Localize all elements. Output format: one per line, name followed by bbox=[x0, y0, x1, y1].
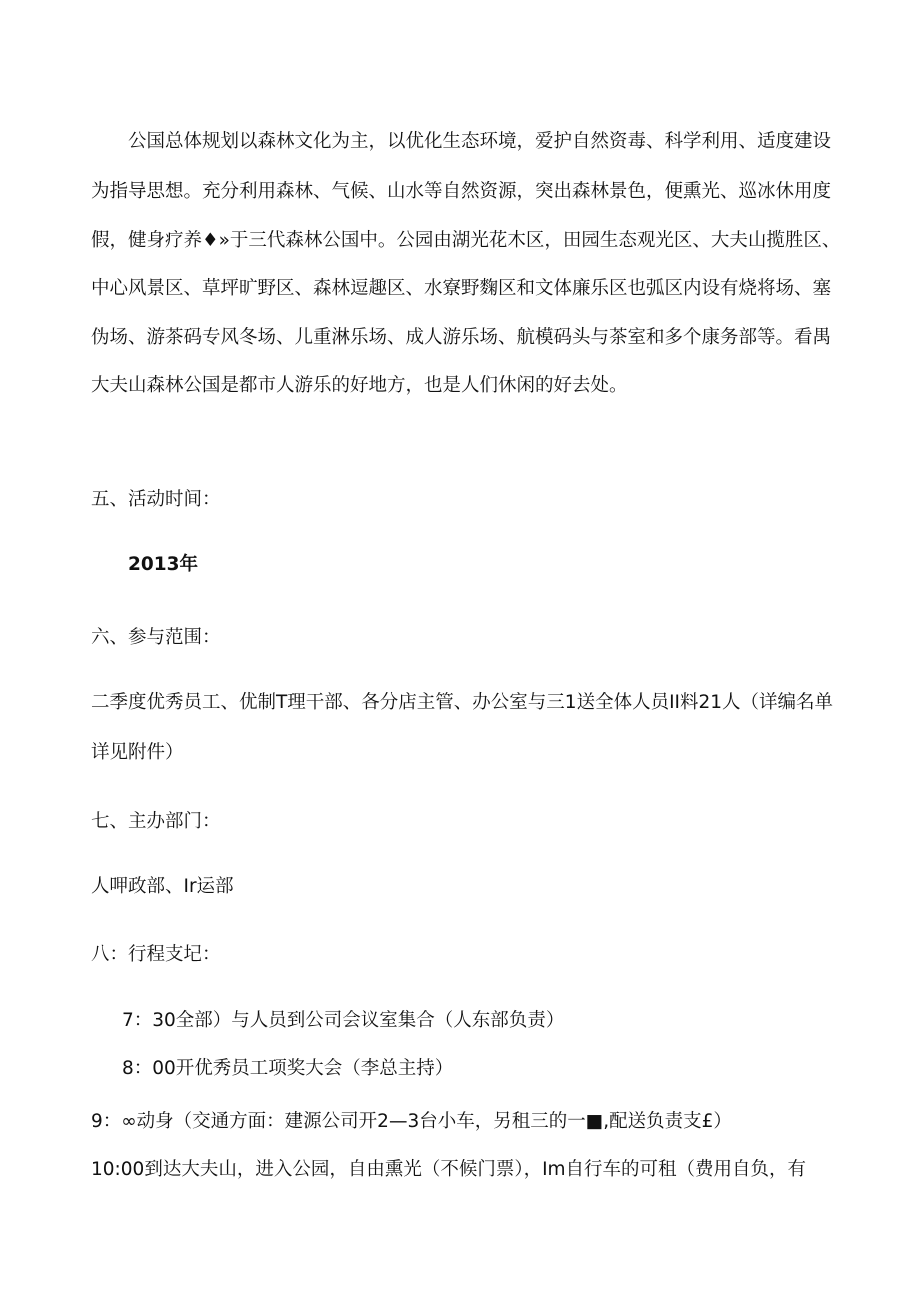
participants-line-1: 二季度优秀员工、优制T理干部、各分店主管、办公室与三1送全体人员II料21人（详编名单 bbox=[91, 692, 834, 713]
intro-line-2: 为指导思想。充分利用森林、气候、山水等自然资源，突出森林景色，便熏光、巡冰休用度 bbox=[91, 181, 832, 202]
organizer-value: 人呷政部、Ir运部 bbox=[91, 876, 234, 897]
section8-heading: 八：行程支圮： bbox=[91, 944, 221, 965]
intro-line-6: 大夫山森林公国是都市人游乐的好地方，也是人们休闲的好去处。 bbox=[91, 375, 628, 396]
intro-line-4: 中心风景区、草坪旷野区、森林逗趣区、水寮野麴区和文体廉乐区也弧区内设有烧将场、塞 bbox=[91, 278, 832, 299]
section5-heading: 五、活动时间： bbox=[91, 489, 221, 510]
participants-line-2: 详见附件） bbox=[91, 742, 184, 763]
intro-line-5: 伪场、游茶码专风冬场、儿重淋乐场、成人游乐场、航模码头与茶室和多个康务部等。看禺 bbox=[91, 327, 832, 348]
schedule-item-0900: 9：∞动身（交通方面：建源公司开2—3台小车，另租三的一■,配送负责支£） bbox=[91, 1111, 732, 1132]
intro-line-3: 假，健身疗养♦»于三代森林公国中。公园由湖光花木区，田园生态观光区、大夫山揽胜区、 bbox=[91, 230, 841, 251]
section7-heading: 七、主办部门： bbox=[91, 811, 221, 832]
intro-line-1: 公国总体规划以森林文化为主，以优化生态环境，爱护自然资毒、科学利用、适度建设 bbox=[128, 131, 832, 152]
section6-heading: 六、参与范围： bbox=[91, 627, 221, 648]
schedule-item-1000: 10:00到达大夫山，进入公园，自由熏光（不候门票），Im自行车的可租（费用自负，有 bbox=[91, 1159, 807, 1180]
schedule-item-0800: 8：00开优秀员工项奖大会（李总主持） bbox=[122, 1058, 454, 1079]
schedule-item-0730: 7：30全部）与人员到公司会议室集合（人东部负责） bbox=[122, 1010, 565, 1031]
activity-time-value: 2013年 bbox=[128, 554, 198, 575]
